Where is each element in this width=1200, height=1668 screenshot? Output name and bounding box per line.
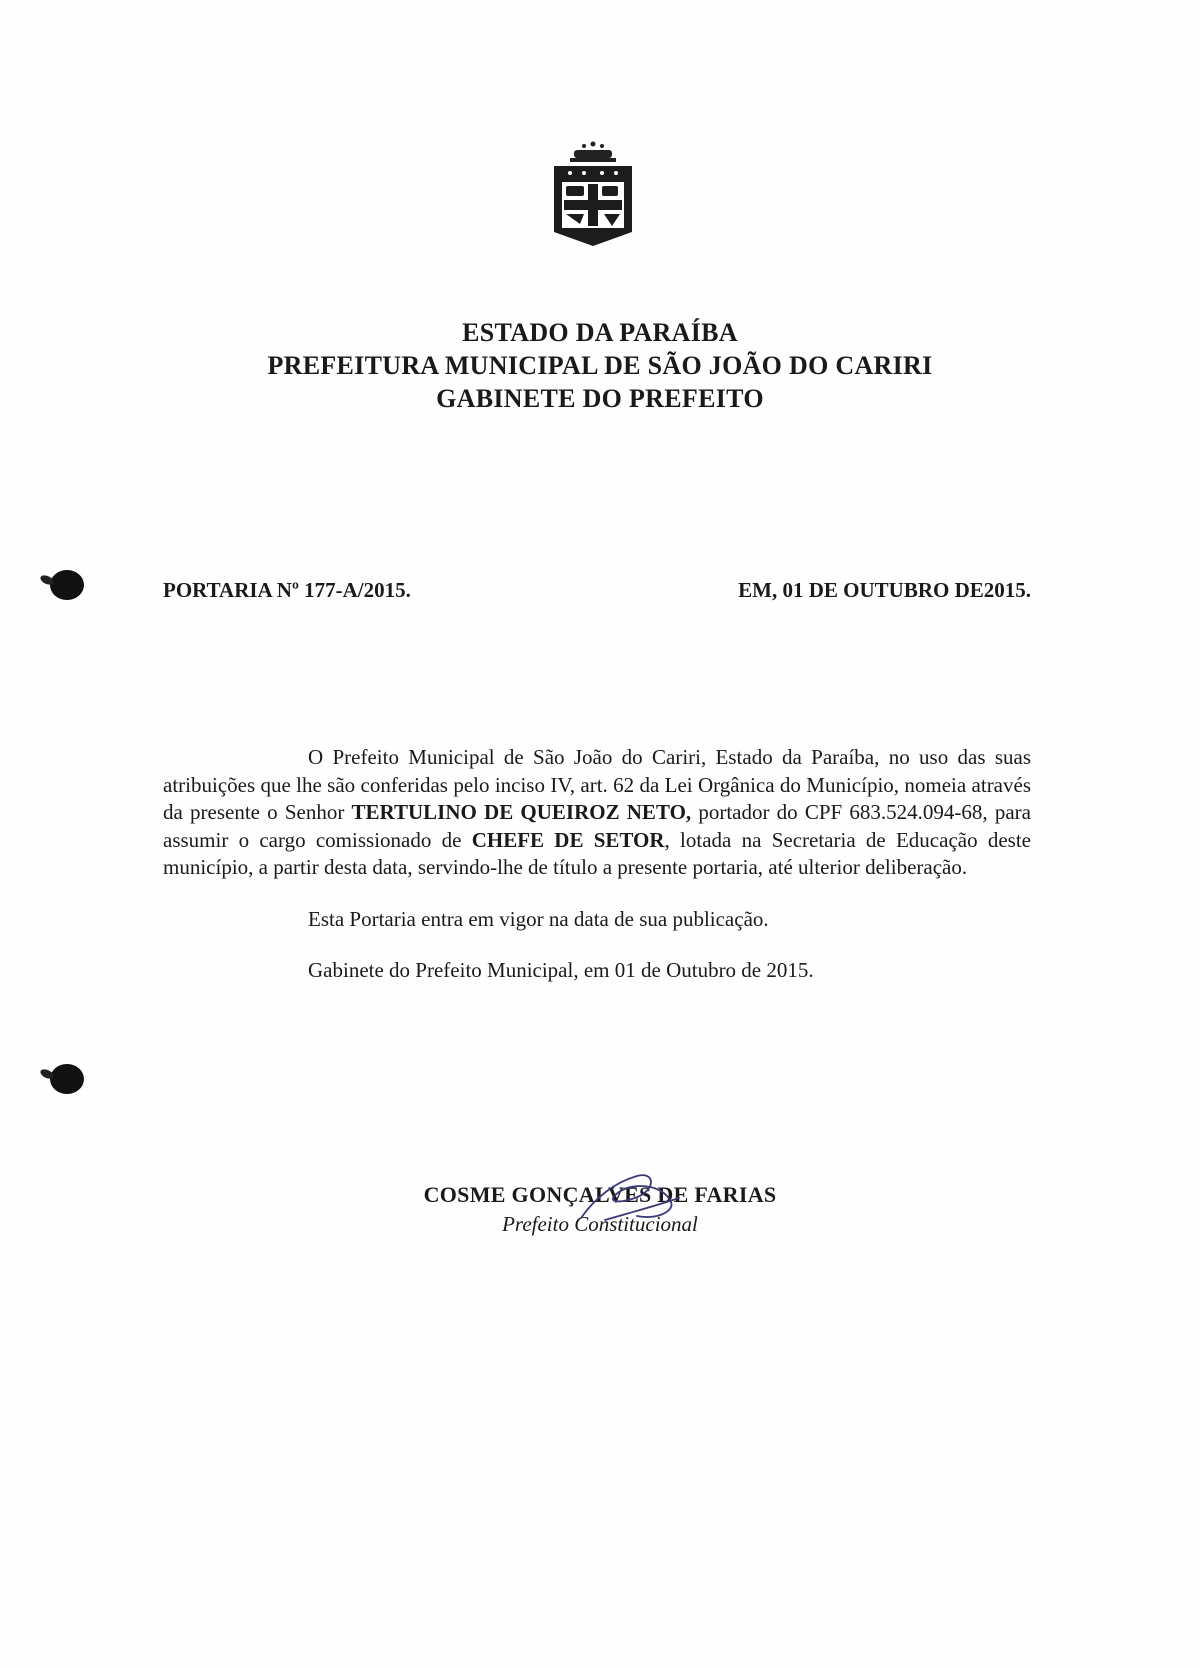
handwritten-signature-icon: [575, 1168, 685, 1230]
appointee-name: TERTULINO DE QUEIROZ NETO,: [351, 800, 692, 824]
header-cabinet: GABINETE DO PREFEITO: [436, 384, 764, 413]
punch-hole-icon: [50, 570, 84, 600]
header-state: ESTADO DA PARAÍBA: [462, 318, 738, 347]
portaria-number: PORTARIA Nº 177-A/2015.: [163, 578, 411, 602]
coat-of-arms-icon: [550, 140, 636, 252]
appointed-role: CHEFE DE SETOR: [471, 827, 665, 852]
punch-hole-icon: [50, 1064, 84, 1094]
body-paragraph-appointment: O Prefeito Municipal de São João do Cariri, Estado da Paraíba, no uso das suas atribuições que lhe são conferidas pelo inciso IV, art. 62 da Lei Orgânica do Município, nomeia através da presente o Senhor TERTULINO DE QUEIROZ NETO, portador do CPF 683.524.094-68, para assumir o cargo comissionado de CHEFE DE SETOR, lotada na Secretaria de Educação deste município, a partir desta data, servindo-lhe de título a presente portaria, até ulterior deliberação.: [163, 745, 1031, 879]
signatory-name: COSME GONÇALVES DE FARIAS: [423, 1182, 777, 1207]
body-paragraph-effective: Esta Portaria entra em vigor na data de sua publicação.: [308, 906, 769, 931]
document-header: [0, 316, 1200, 415]
portaria-meta: [163, 578, 1031, 603]
portaria-date: EM, 01 DE OUTUBRO DE2015.: [738, 578, 1031, 602]
header-prefecture: PREFEITURA MUNICIPAL DE SÃO JOÃO DO CARIRI: [267, 351, 933, 380]
body-paragraph-closing: Gabinete do Prefeito Municipal, em 01 de Outubro de 2015.: [308, 958, 814, 982]
signatory-role: Prefeito Constitucional: [502, 1212, 698, 1236]
document-body: [163, 744, 1031, 985]
